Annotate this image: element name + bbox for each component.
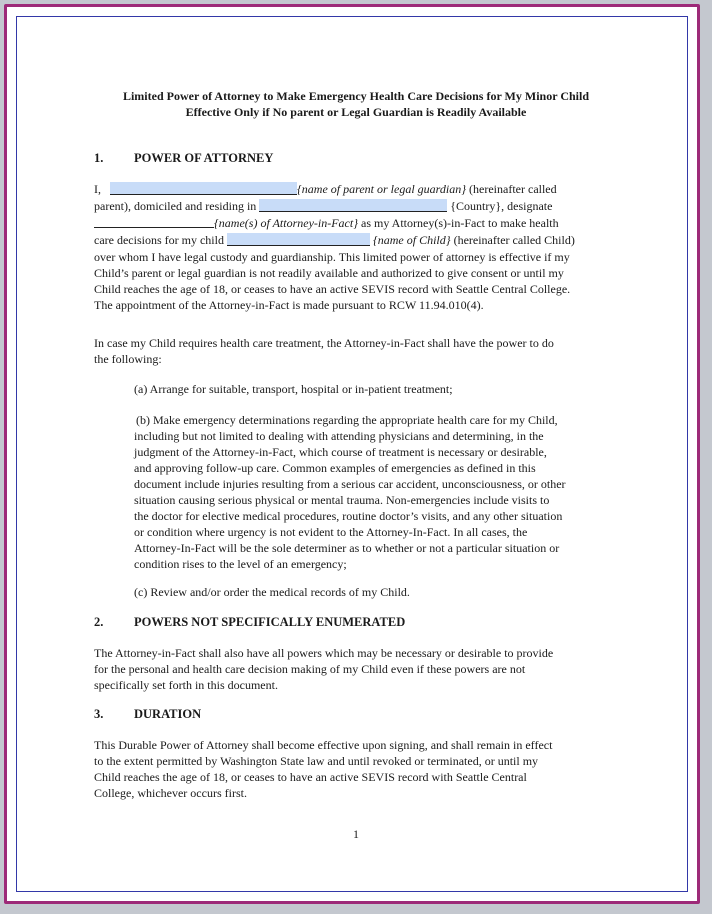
item-b-line: condition rises to the level of an emergency; bbox=[134, 557, 347, 571]
s2-line: The Attorney-in-Fact shall also have all powers which may be necessary or desirable to provide bbox=[94, 646, 554, 660]
section-2-heading: POWERS NOT SPECIFICALLY ENUMERATED bbox=[134, 615, 406, 629]
s1-para2-line-1: In case my Child requires health care treatment, the Attorney-in-Fact shall have the power to do bbox=[94, 336, 554, 350]
item-b-line: (b) Make emergency determinations regarding the appropriate health care for my Child, bbox=[136, 413, 558, 427]
text: (hereinafter called bbox=[469, 182, 557, 196]
attorney-name-field[interactable] bbox=[94, 216, 214, 228]
item-b-line: the doctor for elective medical procedures, routine doctor’s visits, and any other situation bbox=[134, 509, 563, 523]
s1-line-7: Child reaches the age of 18, or ceases to have an active SEVIS record with Seattle Central College. bbox=[94, 282, 571, 296]
text: as my Attorney(s)-in-Fact to make health bbox=[361, 216, 559, 230]
text: care decisions for my child bbox=[94, 233, 224, 247]
s3-line: Child reaches the age of 18, or ceases to have an active SEVIS record with Seattle Central bbox=[94, 770, 527, 784]
s2-line: for the personal and health care decision making of my Child even if these powers are not bbox=[94, 662, 526, 676]
item-c: (c) Review and/or order the medical records of my Child. bbox=[134, 585, 410, 599]
s1-line-3 bbox=[94, 215, 559, 232]
item-b-line: or condition where urgency is not evident to the Attorney-In-Fact. In all cases, the bbox=[134, 525, 528, 539]
item-b-line: and approving follow-up care. Common examples of emergencies as defined in this bbox=[134, 461, 536, 475]
s1-line-2 bbox=[94, 198, 552, 215]
s1-line-6: Child’s parent or legal guardian is not readily available and authorized to give consent or until my bbox=[94, 266, 564, 280]
residence-field[interactable] bbox=[259, 199, 447, 212]
child-name-field[interactable] bbox=[227, 233, 370, 246]
text: parent), domiciled and residing in bbox=[94, 199, 257, 213]
s2-line: specifically set forth in this document. bbox=[94, 678, 278, 692]
s1-line-1 bbox=[94, 181, 557, 198]
s1-line-4 bbox=[94, 232, 575, 249]
item-b-line: document include injuries resulting from a serious car accident, unconsciousness, or other bbox=[134, 477, 566, 491]
s1-line-5: over whom I have legal custody and guardianship. This limited power of attorney is effective if my bbox=[94, 250, 570, 264]
text: {Country}, designate bbox=[450, 199, 553, 213]
section-2-number: 2. bbox=[94, 615, 104, 629]
s3-line: This Durable Power of Attorney shall become effective upon signing, and shall remain in effect bbox=[94, 738, 553, 752]
text: I, bbox=[94, 182, 101, 196]
s3-line: to the extent permitted by Washington State law and until revoked or terminated, or until my bbox=[94, 754, 539, 768]
section-3-heading: DURATION bbox=[134, 707, 202, 721]
page-number: 1 bbox=[353, 827, 359, 841]
section-3-number: 3. bbox=[94, 707, 104, 721]
parent-name-field[interactable] bbox=[110, 182, 297, 195]
title-line-1: Limited Power of Attorney to Make Emergency Health Care Decisions for My Minor Child bbox=[122, 89, 590, 103]
text: (hereinafter called Child) bbox=[453, 233, 575, 247]
item-b-line: Attorney-In-Fact will be the sole determiner as to whether or not a particular situation or bbox=[134, 541, 560, 555]
item-b-line: judgment of the Attorney-in-Fact, which course of treatment is necessary or desirable, bbox=[134, 445, 547, 459]
item-a: (a) Arrange for suitable, transport, hospital or in-patient treatment; bbox=[134, 382, 453, 396]
field-hint: {name of parent or legal guardian} bbox=[297, 182, 467, 196]
item-b-line: situation causing serious physical or mental trauma. Non-emergencies include visits to bbox=[134, 493, 550, 507]
field-hint: {name(s) of Attorney-in-Fact} bbox=[214, 216, 359, 230]
section-1-number: 1. bbox=[94, 151, 104, 165]
section-1-heading: POWER OF ATTORNEY bbox=[134, 151, 274, 165]
s1-para2-line-2: the following: bbox=[94, 352, 162, 366]
field-hint: {name of Child} bbox=[372, 233, 451, 247]
s3-line: College, whichever occurs first. bbox=[94, 786, 247, 800]
item-b-line: including but not limited to dealing with attending physicians and determining, in the bbox=[134, 429, 544, 443]
title-line-2: Effective Only if No parent or Legal Guardian is Readily Available bbox=[185, 105, 527, 119]
s1-line-8: The appointment of the Attorney-in-Fact is made pursuant to RCW 11.94.010(4). bbox=[94, 298, 484, 312]
